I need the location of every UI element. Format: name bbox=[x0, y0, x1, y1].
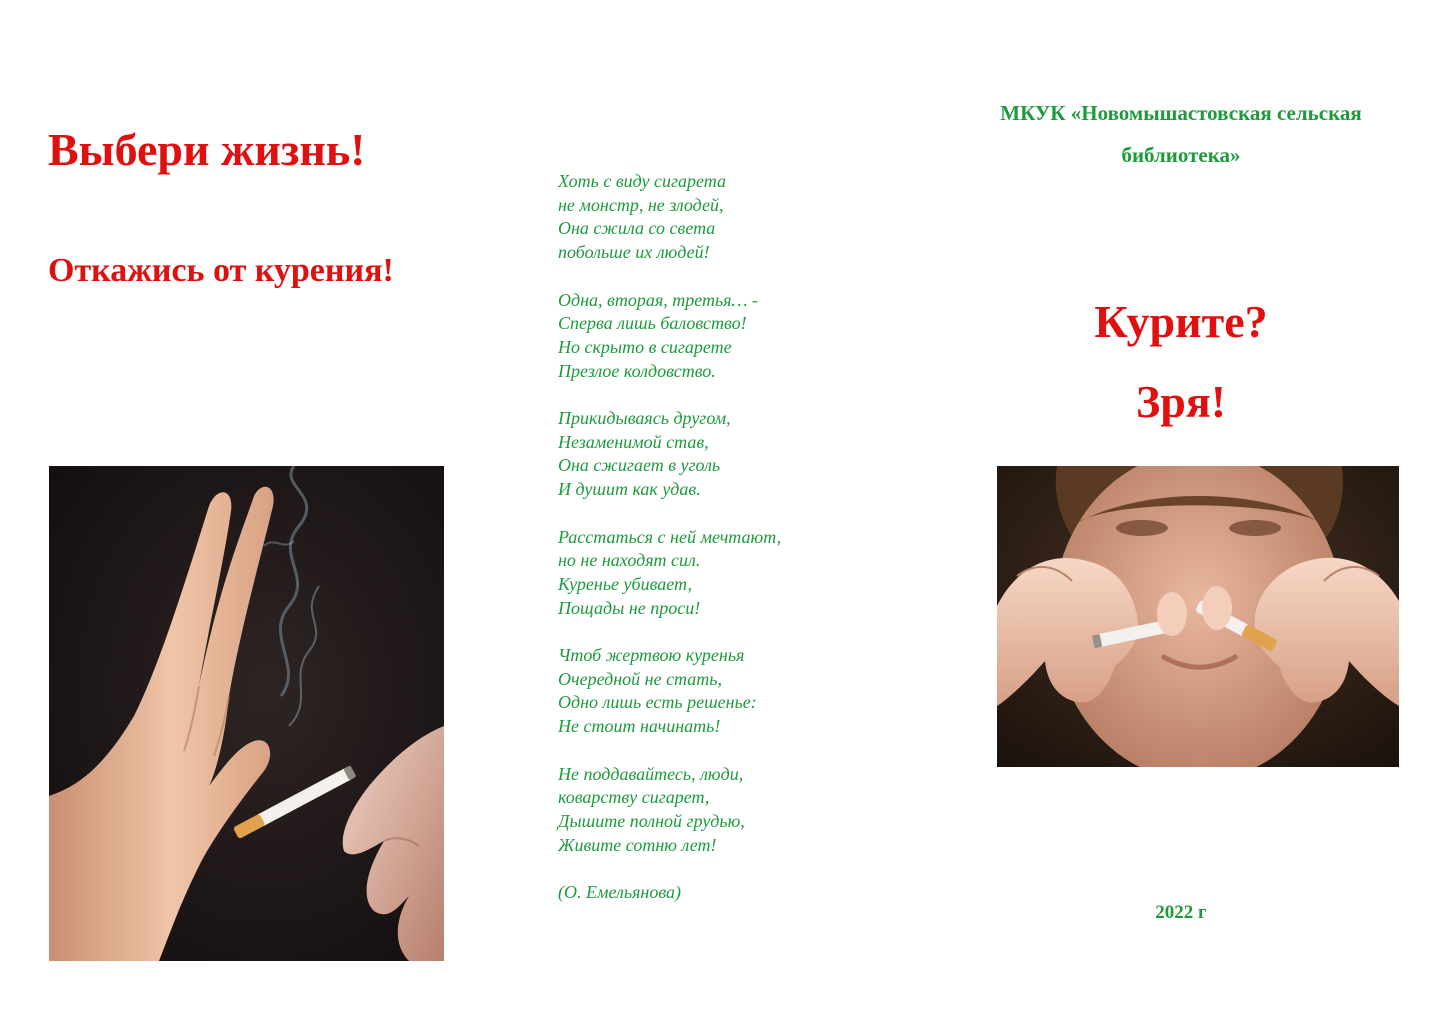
poem-line: Она сжигает в уголь bbox=[558, 455, 721, 476]
poem-line: Дышите полной грудью, bbox=[558, 810, 745, 831]
poem-line: но не находят сил. bbox=[558, 550, 701, 571]
poem-line: не монстр, не злодей, bbox=[558, 194, 724, 215]
poem-line: Живите сотню лет! bbox=[558, 834, 717, 855]
poem-line: Куренье убивает, bbox=[558, 573, 692, 594]
poem-line: Не поддавайтесь, люди, bbox=[558, 763, 744, 784]
answer-heading: Зря! bbox=[1135, 376, 1227, 427]
main-title: Выбери жизнь! bbox=[48, 124, 366, 175]
poem-line: Хоть с виду сигарета bbox=[558, 171, 726, 191]
poem-stanza bbox=[558, 407, 888, 502]
hand-refusing-cigarette-photo bbox=[49, 466, 444, 961]
poem-line: Она сжила со света bbox=[558, 218, 716, 239]
poem-line: Расстаться с ней мечтают, bbox=[558, 526, 782, 547]
year-label: 2022 г bbox=[1155, 902, 1207, 923]
poem-line: Незаменимой став, bbox=[558, 431, 709, 452]
poem-line: Сперва лишь баловство! bbox=[558, 313, 747, 334]
poem-line: Пощады не проси! bbox=[558, 597, 701, 618]
organization-name: МКУК «Новомышастовская сельская библиотека» bbox=[1000, 101, 1362, 167]
poem-stanza bbox=[558, 289, 888, 384]
poem-line: Не стоит начинать! bbox=[558, 716, 721, 737]
poem-author: (О. Емельянова) bbox=[558, 882, 682, 902]
poem-stanza bbox=[558, 170, 888, 265]
poem-line: Одно лишь есть решенье: bbox=[558, 692, 757, 713]
question-heading: Курите? bbox=[1094, 296, 1268, 347]
poem-line: Презлое колдовство. bbox=[558, 360, 716, 381]
poem-stanza bbox=[558, 526, 888, 621]
poem-line: Чтоб жертвою куренья bbox=[558, 645, 745, 665]
poem-line: Прикидываясь другом, bbox=[558, 408, 731, 428]
poem-line: побольше их людей! bbox=[558, 242, 710, 263]
boy-breaking-cigarette-photo bbox=[997, 466, 1399, 767]
poem-line: Одна, вторая, третья… - bbox=[558, 289, 759, 310]
poem bbox=[558, 170, 888, 905]
poem-line: И душит как удав. bbox=[558, 479, 701, 500]
poem-line: Очередной не стать, bbox=[558, 668, 722, 689]
poem-line: Но скрыто в сигарете bbox=[558, 336, 732, 357]
poem-line: коварству сигарет, bbox=[558, 787, 710, 808]
subtitle: Откажись от курения! bbox=[48, 252, 394, 289]
poem-stanza bbox=[558, 763, 888, 858]
poem-stanza bbox=[558, 644, 888, 739]
